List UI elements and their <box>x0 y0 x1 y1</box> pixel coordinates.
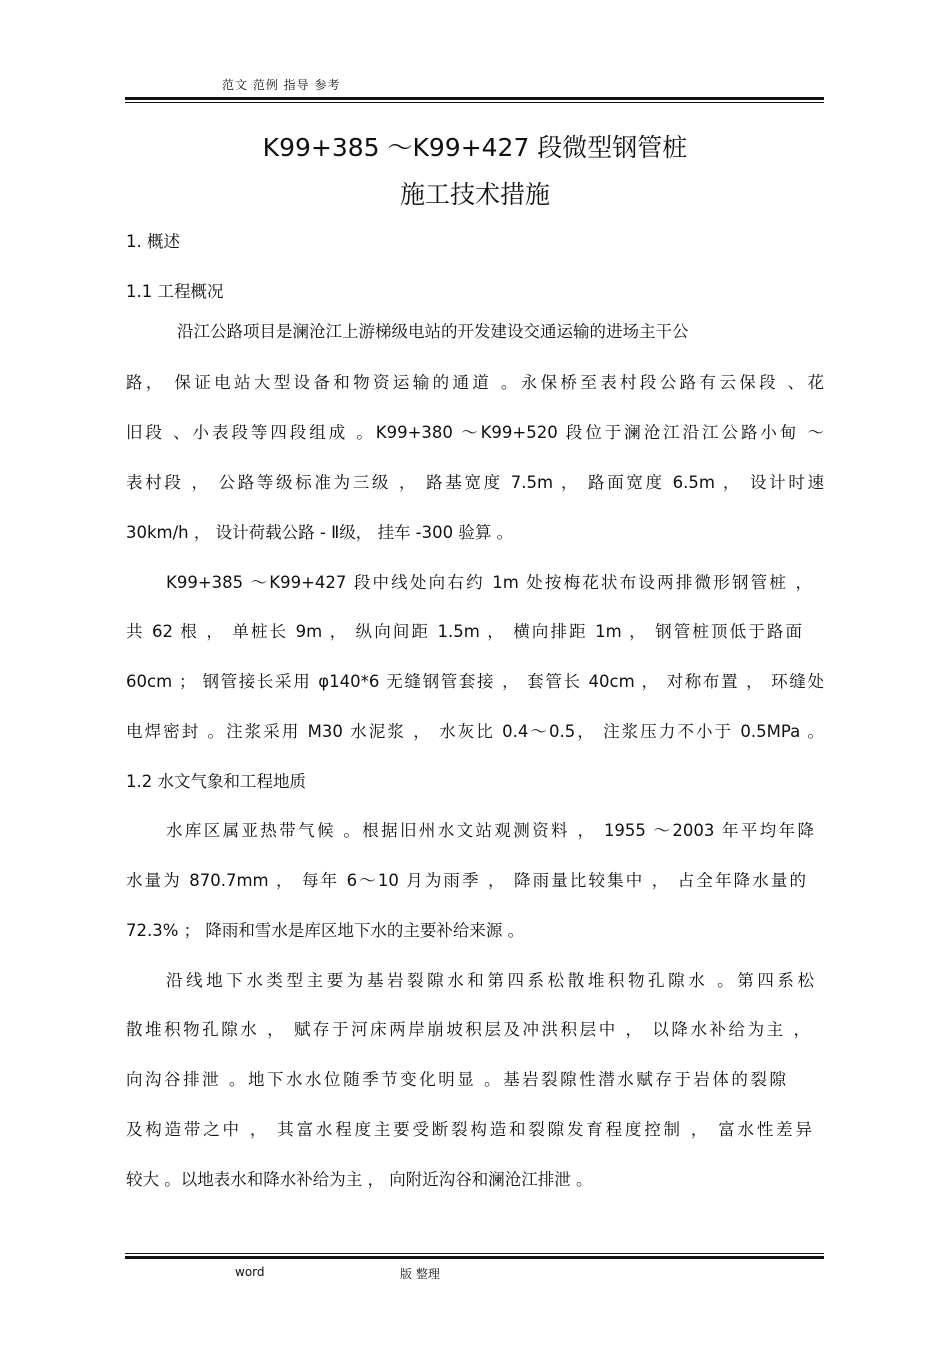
paragraph-line: 水量为 870.7mm ， 每年 6～10 月为雨季 ， 降雨量比较集中 ， 占全年降水量的 <box>126 871 806 890</box>
footer-rule-thin <box>125 1253 824 1254</box>
paragraph-line: 水库区属亚热带气候 。根据旧州水文站观测资料 ， 1955 ～2003 年平均年降 <box>166 821 814 840</box>
footer-rule-thick <box>125 1256 824 1259</box>
paragraph-line: 向沟谷排泄 。地下水水位随季节变化明显 。基岩裂隙性潜水赋存于岩体的裂隙 <box>126 1070 786 1089</box>
header-rule-thick <box>125 97 824 100</box>
paragraph-line: 60cm ； 钢管接长采用 φ140*6 无缝钢管套接 ， 套管长 40cm ， 对称布置 ， 环缝处 <box>126 672 824 691</box>
document-subtitle: 施工技术措施 <box>399 180 550 209</box>
paragraph-line: 路， 保证电站大型设备和物资运输的通道 。永保桥至表村段公路有云保段 、花 <box>126 373 824 392</box>
paragraph-line: 72.3% ； 降雨和雪水是库区地下水的主要补给来源 。 <box>126 921 525 940</box>
paragraph-line: 较大 。以地表水和降水补给为主 ， 向附近沟谷和澜沧江排泄 。 <box>126 1170 593 1189</box>
footer-right-text: 版 整理 <box>400 1267 440 1281</box>
page-header-text: 范文 范例 指导 参考 <box>222 78 341 92</box>
paragraph-line: 沿线地下水类型主要为基岩裂隙水和第四系松散堆积物孔隙水 。第四系松 <box>166 971 814 990</box>
paragraph-line: 沿江公路项目是澜沧江上游梯级电站的开发建设交通运输的进场主干公 <box>177 322 689 341</box>
paragraph-line: 散堆积物孔隙水 ， 赋存于河床两岸崩坡积层及冲洪积层中 ， 以降水补给为主 ， <box>126 1020 810 1039</box>
paragraph-line: 共 62 根 ， 单桩长 9m ， 纵向间距 1.5m ， 横向排距 1m ， 钢管桩顶低于路面 <box>126 622 802 641</box>
section-heading-1-1: 1.1 工程概况 <box>126 282 224 301</box>
paragraph-line: K99+385 ～K99+427 段中线处向右约 1m 处按梅花状布设两排微形钢管桩 ， <box>166 573 812 592</box>
header-rule-thin <box>125 102 824 103</box>
document-title: K99+385 ～K99+427 段微型钢管桩 <box>262 133 688 162</box>
paragraph-line: 旧段 、小表段等四段组成 。K99+380 ～K99+520 段位于澜沧江沿江公路小甸 ～ <box>126 423 824 442</box>
footer-left-text: word <box>235 1265 265 1279</box>
paragraph-line: 及构造带之中 ， 其富水程度主要受断裂构造和裂隙发育程度控制 ， 富水性差异 <box>126 1120 812 1139</box>
section-heading-1: 1. 概述 <box>126 232 180 251</box>
paragraph-line: 电焊密封 。注浆采用 M30 水泥浆 ， 水灰比 0.4～0.5， 注浆压力不小于 0.5MPa 。 <box>126 722 824 741</box>
paragraph-line: 表村段 ， 公路等级标准为三级 ， 路基宽度 7.5m ， 路面宽度 6.5m ， 设计时速 <box>126 473 824 492</box>
section-heading-1-2: 1.2 水文气象和工程地质 <box>126 772 306 791</box>
paragraph-line: 30km/h ， 设计荷载公路 - Ⅱ级， 挂车 -300 验算 。 <box>126 523 514 542</box>
